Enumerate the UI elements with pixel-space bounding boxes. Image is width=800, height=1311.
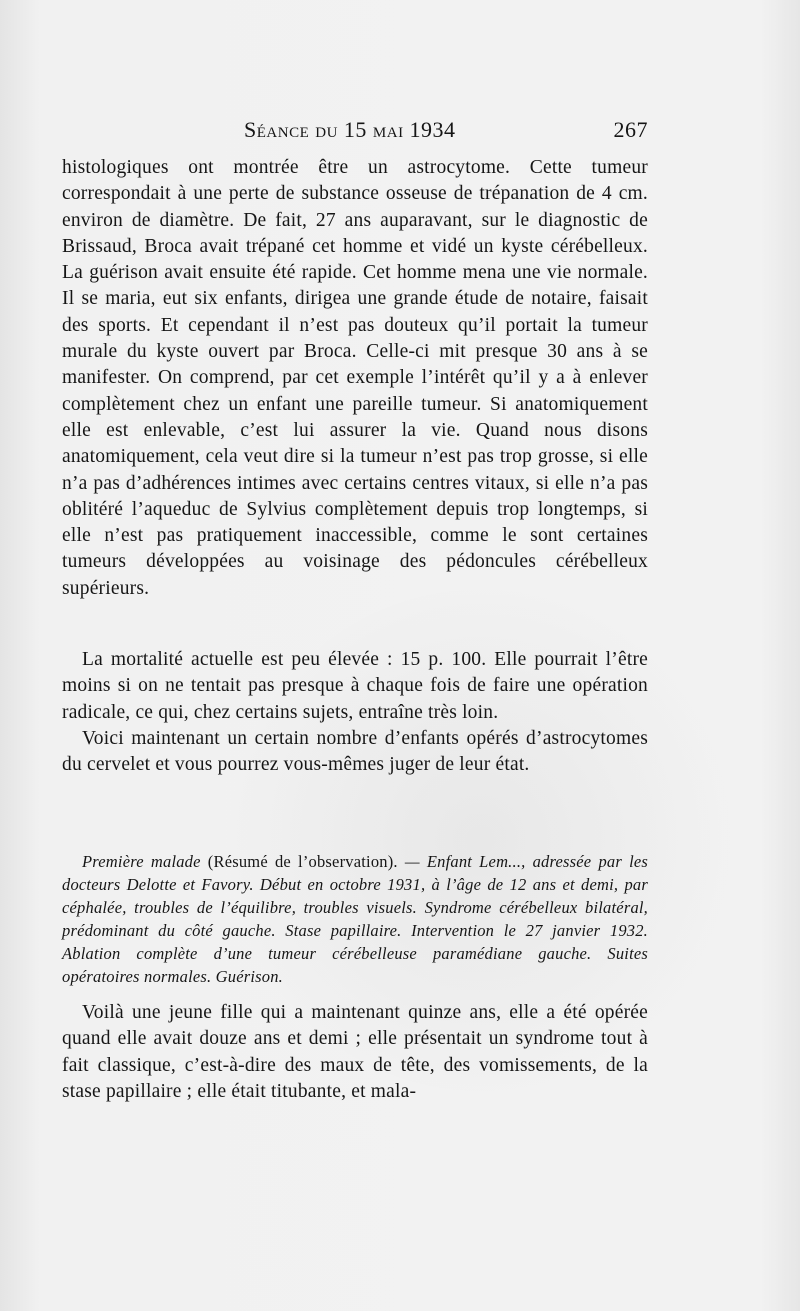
text-block-3 xyxy=(62,1000,648,1105)
page-number: 267 xyxy=(613,117,648,142)
text-block-2 xyxy=(62,647,648,778)
case-summary-label: (Résumé de l’observation). xyxy=(207,852,398,871)
paragraph-2: La mortalité actuelle est peu élevée : 15 p. 100. Elle pourrait l’être moins si on ne tentait pas presque à chaque fois de faire une opération radicale, ce qui, chez certains sujets, entraîne très loin. xyxy=(62,649,648,723)
case-report xyxy=(62,850,648,988)
case-report-paragraph xyxy=(62,850,648,988)
case-text: — Enfant Lem..., adressée par les docteurs Delotte et Favory. Début en octobre 1931, à l’âge de 12 ans et demi, par céphalée, troubles de l’équilibre, troubles visuels. Syndrome cérébelleux bilatéral, prédominant du côté gauche. Stase papillaire. Intervention le 27 janvier 1932. Ablation complète d’une tumeur cérébelleuse paramédiane gauche. Suites opératoires normales. Guérison. xyxy=(62,852,649,986)
paragraph-4: Voilà une jeune fille qui a maintenant quinze ans, elle a été opérée quand elle avait douze ans et demi ; elle présentait un syndrome tout à fait classique, c’est-à-dire des maux de tête, des vomissements, de la stase papillaire ; elle était titubante, et mala- xyxy=(62,1002,648,1102)
text-block-1 xyxy=(62,155,648,602)
page-header xyxy=(62,117,648,147)
case-heading: Première malade xyxy=(82,852,201,871)
paragraph-1: histologiques ont montrée être un astrocytome. Cette tumeur correspondait à une perte de substance osseuse de trépanation de 4 cm. environ de diamètre. De fait, 27 ans auparavant, sur le diagnostic de Brissaud, Broca avait trépané cet homme et vidé un kyste cérébelleux. La guérison avait ensuite été rapide. Cet homme mena une vie normale. Il se maria, eut six enfants, dirigea une grande étude de notaire, faisait des sports. Et cependant il n’est pas douteux qu’il portait la tumeur murale du kyste ouvert par Broca. Celle-ci mit presque 30 ans à se manifester. On comprend, par cet exemple l’intérêt qu’il y a à enlever complètement chez un enfant une pareille tumeur. Si anatomiquement elle est enlevable, c’est lui assurer la vie. Quand nous disons anatomiquement, cela veut dire si la tumeur n’est pas trop grosse, si elle n’a pas d’adhérences intimes avec certains centres vitaux, si elle n’a pas oblitéré l’aqueduc de Sylvius complètement depuis trop longtemps, si elle n’est pas pratiquement inaccessible, comme le sont certaines tumeurs développées au voisinage des pédoncules cérébelleux supérieurs. xyxy=(62,157,648,599)
paragraph-3: Voici maintenant un certain nombre d’enfants opérés d’astrocytomes du cervelet et vous pourrez vous-mêmes juger de leur état. xyxy=(62,727,648,776)
running-title: Séance du 15 mai 1934 xyxy=(244,117,456,142)
